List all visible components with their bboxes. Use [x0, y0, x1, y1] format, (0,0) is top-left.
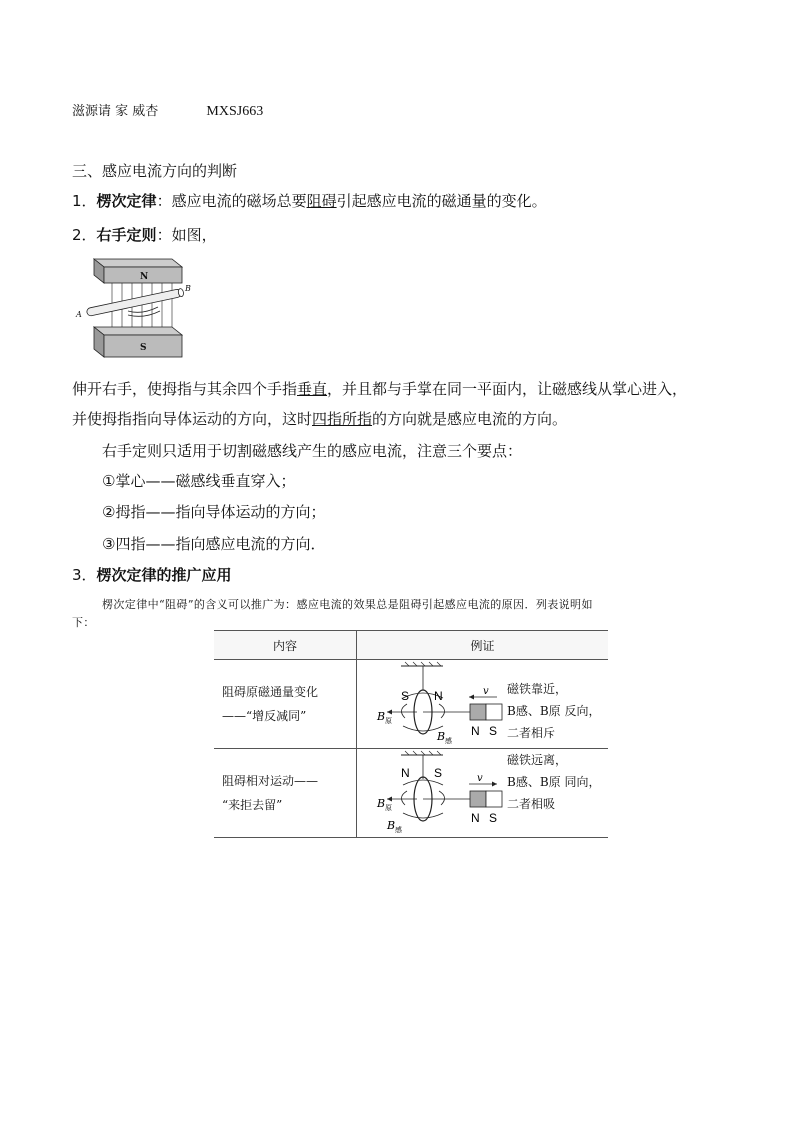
row1-example	[357, 660, 609, 749]
row2-desc	[507, 749, 600, 815]
section-title: 三、感应电流方向的判断	[72, 162, 238, 180]
row2-ring-left: N	[401, 766, 410, 780]
row2-desc-3: 二者相吸	[507, 797, 556, 811]
row2-mag-n: N	[471, 811, 480, 825]
table-row	[214, 749, 608, 838]
p3-b: ，并且都与手掌在同一平面内，让磁感线从掌心进入，	[327, 380, 688, 398]
point-2: ②拇指——指向导体运动的方向；	[102, 503, 326, 521]
row1-v: v	[483, 686, 489, 697]
header-content: 内容	[214, 631, 357, 660]
p1-text-a: ：感应电流的磁场总要	[156, 192, 307, 210]
label-b: B	[185, 284, 191, 293]
row2-b-yuan: B	[377, 797, 386, 810]
row1-desc-3: 二者相斥	[507, 726, 556, 740]
paragraph-rule-line1	[72, 378, 687, 399]
row1-ring-right: N	[434, 689, 443, 703]
point-1: ①掌心——磁感线垂直穿入；	[102, 472, 296, 490]
row2-example	[357, 749, 609, 838]
p5-number: 3．	[72, 566, 97, 584]
p5-term: 楞次定律的推广应用	[96, 566, 232, 584]
paragraph-lenz-law	[72, 190, 547, 211]
label-n: N	[140, 272, 149, 282]
row2-b-gan: B	[387, 819, 396, 832]
label-s: S	[140, 343, 147, 353]
row1-content-line1: 阻碍原磁通量变化	[222, 685, 319, 699]
row1-desc-1: 磁铁靠近，	[507, 682, 568, 696]
p3-c: 并使拇指指向导体运动的方向，这时	[72, 410, 313, 428]
p3-a: 伸开右手，使拇指与其余四个手指	[72, 380, 298, 398]
p1-underline: 阻碍	[306, 192, 337, 210]
page-header	[72, 100, 263, 120]
row2-b-yuan-sub: 原	[385, 804, 392, 812]
row1-desc	[507, 678, 600, 744]
row1-content-line2: ——“增反减同”	[222, 709, 307, 723]
paragraph-right-hand-rule	[72, 224, 217, 245]
header-source: 滋源请 家 威杏	[72, 104, 159, 119]
row2-b-gan-sub: 感	[395, 826, 402, 834]
row2-ring-right: S	[434, 766, 443, 780]
p1-term: 楞次定律	[96, 192, 157, 210]
paragraph-rule-line2	[72, 408, 567, 429]
row2-content	[214, 749, 357, 838]
row1-b-yuan: B	[377, 710, 386, 723]
row1-b-gan: B	[437, 730, 446, 743]
row2-desc-1: 磁铁远离，	[507, 753, 568, 767]
p1-text-b: 引起感应电流的磁通量的变化。	[336, 192, 547, 210]
row2-desc-2: B感、B原 同向，	[507, 775, 601, 789]
paragraph-extension	[72, 564, 232, 585]
row2-v: v	[477, 773, 483, 784]
paragraph-intro-line2: 下：	[72, 616, 95, 629]
point-3: ③四指——指向感应电流的方向．	[102, 535, 326, 553]
table-header-row	[214, 631, 608, 660]
p2-text: ：如图，	[156, 226, 217, 244]
magnet-conductor-figure	[72, 253, 197, 363]
row2-mag-s: S	[489, 811, 498, 825]
table-row	[214, 660, 608, 749]
lenz-extension-table	[214, 630, 608, 838]
header-example: 例证	[357, 631, 609, 660]
row1-ring-left: S	[401, 689, 410, 703]
row1-b-gan-sub: 感	[445, 737, 452, 745]
row2-content-line1: 阻碍相对运动——	[222, 774, 319, 788]
p3-u1: 垂直	[297, 380, 328, 398]
row2-content-line2: “来拒去留”	[222, 798, 283, 812]
p2-term: 右手定则	[96, 226, 157, 244]
header-code: MXSJ663	[206, 104, 264, 119]
row1-mag-s: S	[489, 724, 498, 738]
paragraph-intro-line1: 楞次定律中“阻碍”的含义可以推广为：感应电流的效果总是阻碍引起感应电流的原因．列表说明如	[102, 598, 593, 611]
row1-b-yuan-sub: 原	[385, 717, 392, 725]
p1-number: 1．	[72, 192, 97, 210]
paragraph-three-points: 右手定则只适用于切割磁感线产生的感应电流，注意三个要点：	[102, 442, 523, 460]
row1-content	[214, 660, 357, 749]
row1-desc-2: B感、B原 反向，	[507, 704, 601, 718]
row1-mag-n: N	[471, 724, 480, 738]
p3-u2: 四指所指	[312, 410, 373, 428]
p3-d: 的方向就是感应电流的方向。	[372, 410, 568, 428]
label-a: A	[76, 310, 82, 319]
p2-number: 2．	[72, 226, 97, 244]
